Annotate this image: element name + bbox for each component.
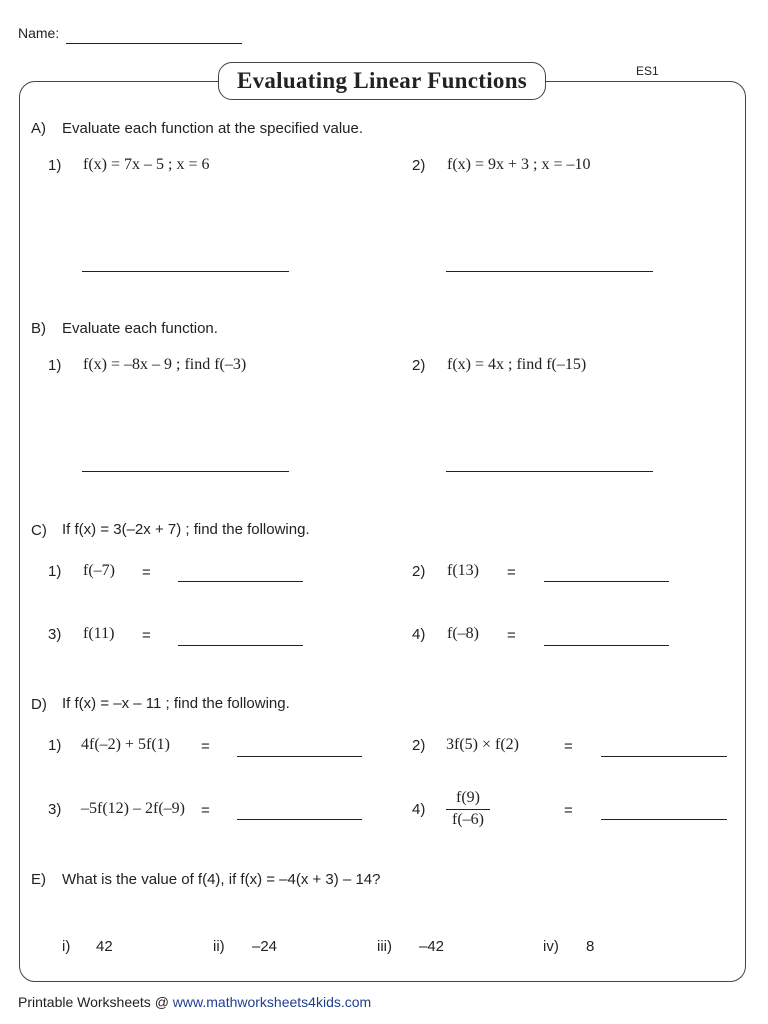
e-option-iii-value[interactable]: –42: [419, 938, 445, 955]
d4-number: 4): [412, 801, 426, 818]
c4-equals: =: [507, 627, 516, 644]
name-field-line[interactable]: [66, 43, 242, 44]
d1-expression: 4f(–2) + 5f(1): [81, 736, 170, 753]
e-option-i-label: i): [62, 938, 71, 955]
c2-number: 2): [412, 563, 426, 580]
c3-answer-line[interactable]: [178, 645, 303, 646]
a2-expression: f(x) = 9x + 3 ; x = –10: [447, 156, 591, 173]
d3-answer-line[interactable]: [237, 819, 362, 820]
c3-equals: =: [142, 627, 151, 644]
c1-answer-line[interactable]: [178, 581, 303, 582]
c1-equals: =: [142, 564, 151, 581]
section-d-instruction: If f(x) = –x – 11 ; find the following.: [62, 695, 290, 712]
c2-expression: f(13): [447, 562, 479, 579]
d1-equals: =: [201, 738, 210, 755]
section-e-letter: E): [31, 871, 46, 888]
d1-answer-line[interactable]: [237, 756, 362, 757]
e-option-ii-value[interactable]: –24: [252, 938, 278, 955]
d2-number: 2): [412, 737, 426, 754]
b2-number: 2): [412, 357, 426, 374]
footer-prefix: Printable Worksheets @: [18, 994, 173, 1010]
d1-number: 1): [48, 737, 62, 754]
footer: [18, 994, 371, 1010]
c1-number: 1): [48, 563, 62, 580]
footer-link[interactable]: www.mathworksheets4kids.com: [172, 994, 372, 1010]
b1-number: 1): [48, 357, 62, 374]
a2-number: 2): [412, 157, 426, 174]
section-a-letter: A): [31, 120, 46, 137]
d2-equals: =: [564, 738, 573, 755]
c4-expression: f(–8): [447, 625, 479, 642]
a2-answer-line[interactable]: [446, 271, 653, 272]
d4-denominator: f(–6): [452, 811, 484, 828]
section-b-letter: B): [31, 320, 46, 337]
c2-equals: =: [507, 564, 516, 581]
d4-answer-line[interactable]: [601, 819, 727, 820]
section-b-instruction: Evaluate each function.: [62, 320, 218, 337]
a1-number: 1): [48, 157, 62, 174]
section-d-letter: D): [31, 696, 47, 713]
c1-expression: f(–7): [83, 562, 115, 579]
worksheet-code: ES1: [636, 64, 659, 78]
d4-equals: =: [564, 802, 573, 819]
d4-fraction-bar: [446, 809, 490, 810]
b2-answer-line[interactable]: [446, 471, 653, 472]
d2-answer-line[interactable]: [601, 756, 727, 757]
c4-number: 4): [412, 626, 426, 643]
c3-expression: f(11): [83, 625, 115, 642]
section-a-instruction: Evaluate each function at the specified value.: [62, 120, 364, 137]
section-e-question: What is the value of f(4), if f(x) = –4(x + 3) – 14?: [62, 871, 381, 888]
b1-expression: f(x) = –8x – 9 ; find f(–3): [83, 356, 247, 373]
section-c-letter: C): [31, 522, 47, 539]
b2-expression: f(x) = 4x ; find f(–15): [447, 356, 587, 373]
title-box: [218, 62, 546, 100]
d3-number: 3): [48, 801, 62, 818]
e-option-iii-label: iii): [377, 938, 392, 955]
a1-answer-line[interactable]: [82, 271, 289, 272]
page-title: Evaluating Linear Functions: [236, 68, 528, 93]
c3-number: 3): [48, 626, 62, 643]
d3-equals: =: [201, 802, 210, 819]
section-c-instruction: If f(x) = 3(–2x + 7) ; find the following.: [62, 521, 310, 538]
d3-expression: –5f(12) – 2f(–9): [81, 800, 185, 817]
d2-expression: 3f(5) × f(2): [446, 736, 519, 753]
e-option-iv-label: iv): [543, 938, 559, 955]
c2-answer-line[interactable]: [544, 581, 669, 582]
e-option-iv-value[interactable]: 8: [586, 938, 595, 955]
name-label: Name:: [18, 25, 60, 41]
a1-expression: f(x) = 7x – 5 ; x = 6: [83, 156, 210, 173]
d4-numerator: f(9): [456, 789, 480, 806]
e-option-i-value[interactable]: 42: [96, 938, 113, 955]
e-option-ii-label: ii): [213, 938, 225, 955]
b1-answer-line[interactable]: [82, 471, 289, 472]
c4-answer-line[interactable]: [544, 645, 669, 646]
